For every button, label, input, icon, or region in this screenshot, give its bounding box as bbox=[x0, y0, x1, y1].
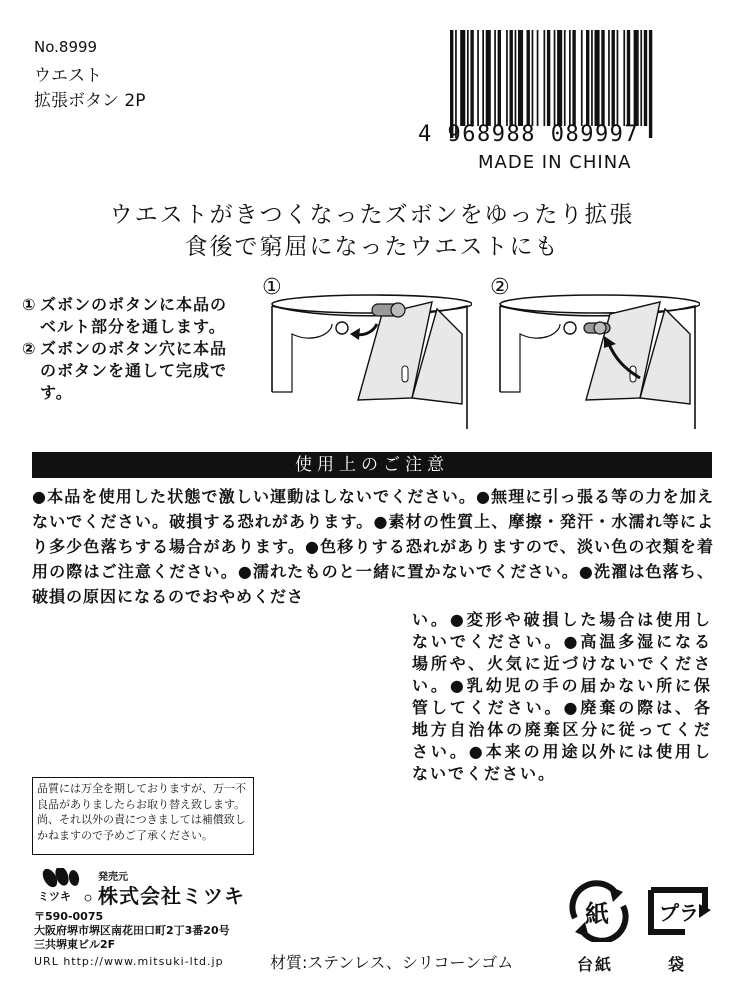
illustration-step-1 bbox=[262, 274, 472, 434]
svg-text:ミツキ: ミツキ bbox=[38, 890, 71, 903]
quality-notice: 品質には万全を期しておりますが、万一不良品がありましたらお取り替え致します。尚、それ以外の責につきましては補償致しかねますので予めご了承ください。 bbox=[32, 777, 254, 855]
caution-title: 使用上のご注意 bbox=[32, 452, 712, 478]
recycle-mark-text: プラ bbox=[659, 901, 699, 925]
headline-line1: ウエストがきつくなったズボンをゆったり拡張 bbox=[109, 202, 635, 228]
seller-label: 発売元 bbox=[98, 872, 128, 883]
instruction-steps bbox=[22, 294, 242, 404]
postal-code: 〒590-0075 bbox=[34, 910, 104, 923]
plastic-recycle-icon bbox=[645, 880, 711, 942]
mitsuki-logo bbox=[36, 868, 98, 904]
material-info: 材質:ステンレス、シリコーンゴム bbox=[270, 953, 514, 972]
address bbox=[34, 910, 230, 952]
recycle-label-board: 台紙 bbox=[577, 955, 614, 974]
barcode-digits: 4 968988 089997 bbox=[418, 122, 640, 147]
paper-recycle-icon bbox=[565, 880, 633, 942]
company-name: 株式会社ミツキ bbox=[98, 884, 245, 908]
illustration-step-number: ① bbox=[262, 275, 282, 300]
step-1 bbox=[22, 294, 242, 338]
recycle-label-bag: 袋 bbox=[668, 955, 685, 974]
product-number: No.8999 bbox=[34, 38, 98, 56]
caution-text-main: ●本品を使用した状態で激しい運動はしないでください。●無理に引っ張る等の力を加えないでください。破損する恐れがあります。●素材の性質上、摩擦・発汗・水濡れ等により多少色落ちする場合があります。●色移りする恐れがありますので、淡い色の衣類を着用の際はご注意ください。●濡れたものと一緒に置かないでください。●洗濯は色落ち、破損の原因になるのでおやめくださ bbox=[32, 487, 714, 606]
step-number: ① bbox=[22, 295, 37, 314]
recycle-mark-text: 紙 bbox=[585, 900, 609, 928]
caution-text-right: い。●変形や破損した場合は使用しないでください。●高温多湿になる場所や、火気に近づけないでください。●乳幼児の手の届かない所に保管してください。●廃棄の際は、各地方自治体の廃棄区分に従ってください。●本来の用途以外には使用しないでください。 bbox=[412, 610, 712, 783]
website-url: URL http://www.mitsuki-ltd.jp bbox=[34, 955, 224, 968]
product-name bbox=[34, 64, 145, 114]
illustration-step-number: ② bbox=[490, 275, 510, 300]
step-text: ズボンのボタンに本品のベルト部分を通します。 bbox=[40, 295, 228, 336]
product-name-line1: ウエスト bbox=[34, 66, 102, 86]
headline-line2: 食後で窮屈になったウエストにも bbox=[184, 234, 560, 260]
step-number: ② bbox=[22, 339, 37, 358]
country-of-origin: MADE IN CHINA bbox=[478, 152, 632, 173]
address-line1: 大阪府堺市堺区南花田口町2丁3番20号 bbox=[34, 924, 230, 937]
product-name-line2: 拡張ボタン 2P bbox=[34, 91, 146, 111]
step-2 bbox=[22, 338, 242, 404]
illustration-step-2 bbox=[490, 274, 700, 434]
step-text: ズボンのボタン穴に本品のボタンを通して完成です。 bbox=[40, 339, 228, 402]
address-line2: 三共堺東ビル2F bbox=[34, 938, 116, 951]
